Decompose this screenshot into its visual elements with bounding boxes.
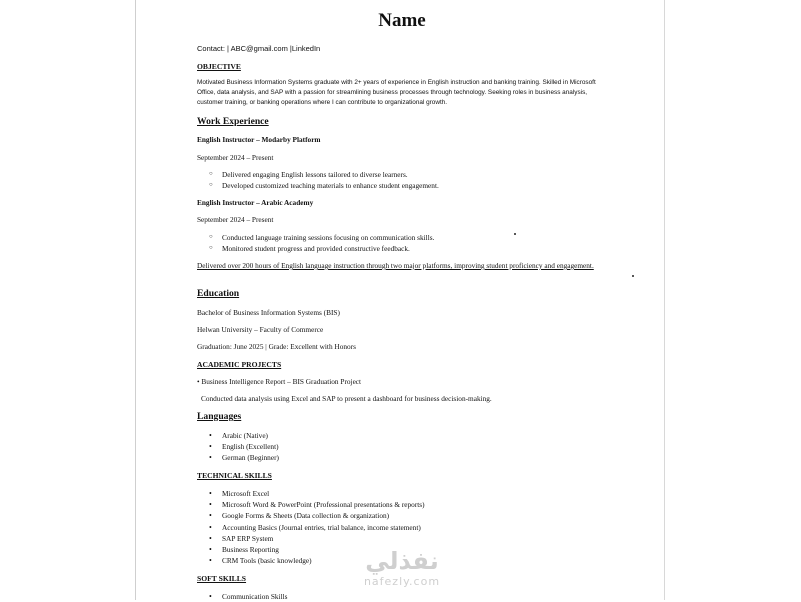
soft-skills-list	[222, 591, 287, 602]
stray-dot	[632, 275, 634, 277]
list-item: • English (Excellent)	[222, 441, 279, 452]
job-dates: September 2024 – Present	[197, 215, 274, 224]
list-item: • SAP ERP System	[222, 533, 425, 544]
job-bullets	[222, 232, 434, 254]
graduation-text: Graduation: June 2025 | Grade: Excellent with Honors	[197, 342, 356, 351]
academic-projects-heading: ACADEMIC PROJECTS	[197, 360, 282, 369]
list-item: • Communication Skills	[222, 591, 287, 602]
watermark-url: nafezly.com	[363, 575, 441, 588]
list-item: • Google Forms & Sheets (Data collection & organization)	[222, 510, 425, 521]
list-item: • German (Beginner)	[222, 452, 279, 463]
education-heading: Education	[197, 288, 240, 299]
job-title: English Instructor – Modarby Platform	[197, 135, 321, 144]
degree-text: Bachelor of Business Information Systems (BIS)	[197, 308, 340, 317]
languages-list	[222, 430, 279, 464]
resume-name-title: Name	[378, 10, 426, 31]
project-description: Conducted data analysis using Excel and SAP to present a dashboard for business decision-making.	[201, 394, 492, 403]
list-item: ○ Delivered engaging English lessons tailored to diverse learners.	[222, 169, 439, 180]
university-text: Helwan University – Faculty of Commerce	[197, 325, 324, 334]
technical-skills-heading: TECHNICAL SKILLS	[197, 471, 272, 480]
page-edge-right	[664, 0, 665, 600]
list-item: • Business Reporting	[222, 544, 425, 555]
page-edge-left	[135, 0, 136, 600]
list-item: ○ Monitored student progress and provided constructive feedback.	[222, 243, 434, 254]
list-item: • Microsoft Word & PowerPoint (Professional presentations & reports)	[222, 499, 425, 510]
list-item: • CRM Tools (basic knowledge)	[222, 555, 425, 566]
watermark-logo: نفذلي	[365, 547, 439, 575]
list-item: ○ Developed customized teaching materials to enhance student engagement.	[222, 180, 439, 191]
job-dates: September 2024 – Present	[197, 153, 274, 162]
stray-dot	[514, 233, 516, 235]
job-bullets	[222, 169, 439, 191]
nafezly-watermark	[352, 547, 452, 589]
list-item: • Arabic (Native)	[222, 430, 279, 441]
languages-heading: Languages	[197, 411, 242, 422]
list-item: ○ Conducted language training sessions focusing on communication skills.	[222, 232, 434, 243]
achievement-text: Delivered over 200 hours of English language instruction through two major platforms, improving student proficiency and engagement.	[197, 261, 594, 270]
soft-skills-heading: SOFT SKILLS	[197, 574, 247, 583]
project-title: • Business Intelligence Report – BIS Graduation Project	[197, 377, 362, 386]
objective-text: Motivated Business Information Systems graduate with 2+ years of experience in English instruction and banking training. Skilled in Microsoft Office, data analysis, and SAP with a passion for streamlining business processes through technology. Seeking roles in business analysis, customer training, or banking operations where I can contribute to organizational growth.	[197, 79, 596, 106]
work-experience-heading: Work Experience	[197, 116, 269, 127]
list-item: • Accounting Basics (Journal entries, trial balance, income statement)	[222, 522, 425, 533]
contact-line: Contact: | ABC@gmail.com |LinkedIn	[197, 44, 321, 53]
list-item: • Microsoft Excel	[222, 488, 425, 499]
job-title: English Instructor – Arabic Academy	[197, 198, 314, 207]
objective-heading: OBJECTIVE	[197, 62, 241, 71]
